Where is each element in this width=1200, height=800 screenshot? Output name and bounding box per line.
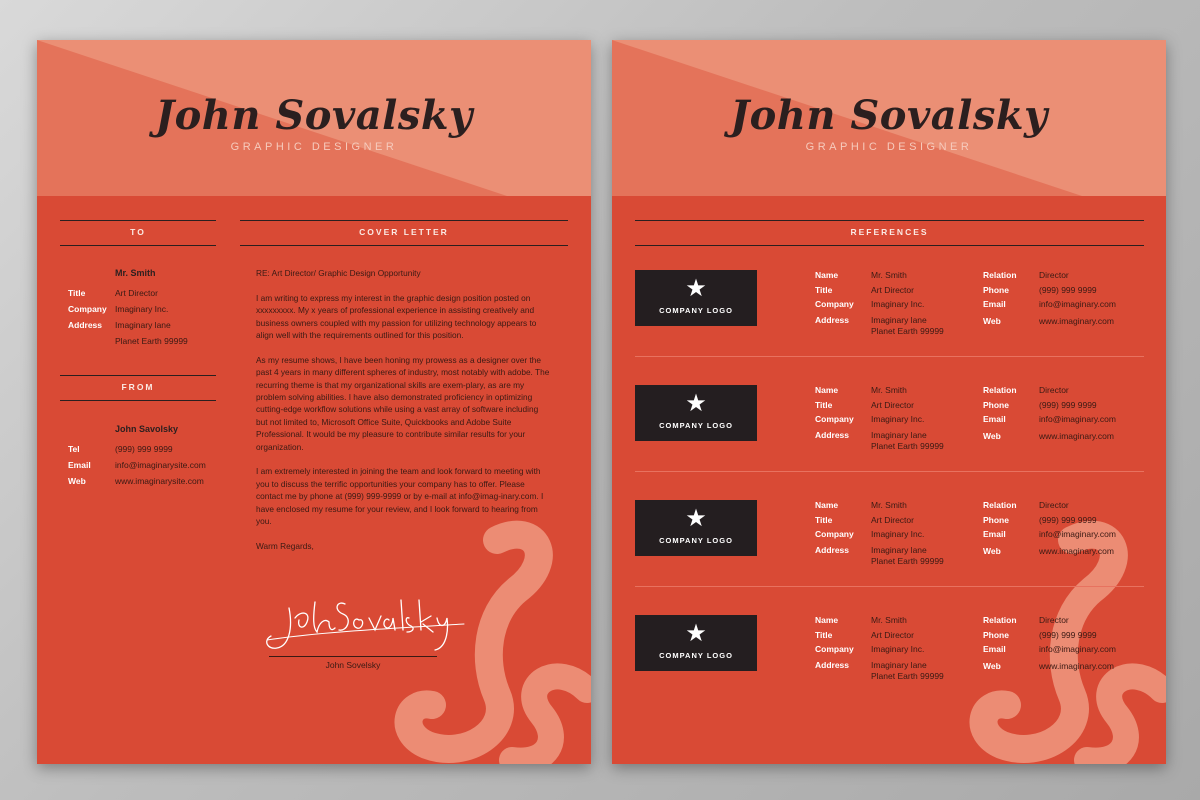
field-label: Address — [815, 659, 850, 670]
field-value: Imaginary Inc. — [871, 299, 925, 310]
field-value: Mr. Smith — [871, 500, 907, 510]
field-label: Relation — [983, 270, 1017, 280]
field-value: Mr. Smith — [871, 615, 907, 625]
company-logo-label: COMPANY LOGO — [659, 651, 733, 660]
reference-entry — [635, 486, 1144, 586]
field-value: info@imaginary.com — [1039, 414, 1116, 425]
field-label: Web — [68, 476, 86, 486]
field-value: Imaginary lane — [871, 659, 927, 670]
field-value: Director — [1039, 500, 1069, 510]
field-label: Email — [983, 644, 1006, 655]
sender-name: John Savolsky — [115, 424, 179, 434]
field-value: (999) 999 9999 — [1039, 514, 1097, 525]
company-logo — [635, 615, 757, 671]
field-value: (999) 999 9999 — [1039, 629, 1097, 640]
letter-paragraph: I am writing to express my interest in the graphic design position posted on xxxxxxxxx. My x years of professional experience in assisting creatively and business owners coupled with my passion for utilizing technology appears to align well with the requirements outlined for this position. — [256, 292, 537, 341]
field-label: Title — [815, 514, 833, 525]
field-label: Address — [815, 429, 850, 440]
field-label: Company — [68, 304, 107, 314]
field-label: Name — [815, 385, 839, 395]
signature-line — [269, 656, 437, 657]
field-label: Email — [983, 299, 1006, 310]
reference-relation — [983, 498, 1116, 558]
field-value: Director — [1039, 615, 1069, 625]
field-value: Director — [1039, 270, 1069, 280]
to-heading: TO — [60, 220, 216, 246]
field-value: www.imaginary.com — [1039, 315, 1114, 326]
applicant-title: GRAPHIC DESIGNER — [230, 141, 398, 153]
company-logo — [635, 270, 757, 326]
star-icon: ★ — [685, 275, 707, 302]
cover-letter-body — [256, 267, 552, 565]
field-value: Imaginary lane — [115, 320, 171, 330]
letter-paragraph: I am extremely interested in joining the team and look forward to meeting with you to discuss the terrific opportunities your company has to offer. Please contact me by phone at (999) 999-9999 or by e-mail at info@imag-inary.com. I have enclosed my resume for your review, and I look forward to hearing from you. — [256, 466, 544, 527]
field-value: Planet Earth 99999 — [871, 441, 944, 452]
field-label: Company — [815, 299, 854, 310]
applicant-title: GRAPHIC DESIGNER — [805, 141, 973, 153]
field-label: Web — [983, 660, 1001, 671]
field-label: Web — [983, 430, 1001, 441]
cover-letter-heading: COVER LETTER — [240, 220, 568, 246]
references-heading: REFERENCES — [635, 220, 1144, 246]
handwritten-signature — [259, 588, 469, 658]
company-logo-label: COMPANY LOGO — [659, 421, 733, 430]
field-value: www.imaginary.com — [1039, 660, 1114, 671]
field-value: (999) 999 9999 — [1039, 399, 1097, 410]
field-label: Web — [983, 545, 1001, 556]
field-value: Imaginary lane — [871, 429, 927, 440]
company-logo-label: COMPANY LOGO — [659, 536, 733, 545]
field-value: Director — [1039, 385, 1069, 395]
field-value: Imaginary Inc. — [871, 529, 925, 540]
reference-contact — [815, 383, 944, 454]
reference-contact — [815, 498, 944, 569]
recipient-name: Mr. Smith — [115, 268, 156, 278]
field-label: Company — [815, 529, 854, 540]
field-label: Email — [68, 460, 91, 470]
company-logo-label: COMPANY LOGO — [659, 306, 733, 315]
field-label: Title — [815, 629, 833, 640]
field-label: Address — [68, 320, 103, 330]
field-value: info@imaginary.com — [1039, 529, 1116, 540]
reference-relation — [983, 383, 1116, 443]
field-value: www.imaginarysite.com — [115, 476, 204, 486]
reference-entry — [635, 256, 1144, 356]
field-label: Relation — [983, 615, 1017, 625]
field-value: Imaginary lane — [871, 314, 927, 325]
field-value: Planet Earth 99999 — [871, 671, 944, 682]
field-value: info@imaginary.com — [1039, 299, 1116, 310]
field-label: Email — [983, 414, 1006, 425]
reference-divider — [635, 471, 1144, 472]
field-label: Web — [983, 315, 1001, 326]
reference-relation — [983, 268, 1116, 328]
reference-divider — [635, 586, 1144, 587]
star-icon: ★ — [685, 505, 707, 532]
reference-entry — [635, 371, 1144, 471]
field-label: Email — [983, 529, 1006, 540]
letter-subject: RE: Art Director/ Graphic Design Opportunity — [256, 268, 421, 278]
field-label: Phone — [983, 284, 1009, 295]
field-label: Relation — [983, 385, 1017, 395]
reference-contact — [815, 613, 944, 684]
cover-letter-page — [37, 40, 591, 764]
field-label: Name — [815, 615, 839, 625]
company-logo — [635, 500, 757, 556]
field-label: Phone — [983, 399, 1009, 410]
sender-details — [68, 441, 206, 489]
field-label: Tel — [68, 444, 80, 454]
field-value: Art Director — [871, 399, 914, 410]
field-value: Art Director — [871, 284, 914, 295]
applicant-name: John Sovalsky — [730, 92, 1048, 139]
field-value: Art Director — [871, 629, 914, 640]
field-value: info@imaginarysite.com — [115, 460, 206, 470]
field-label: Title — [815, 284, 833, 295]
field-value: (999) 999 9999 — [1039, 284, 1097, 295]
field-value: Imaginary lane — [871, 544, 927, 555]
applicant-name: John Sovalsky — [155, 92, 473, 139]
signature-name: John Sovelsky — [325, 660, 381, 670]
field-value: Art Director — [871, 514, 914, 525]
reference-contact — [815, 268, 944, 339]
references-page — [612, 40, 1166, 764]
reference-divider — [635, 356, 1144, 357]
reference-relation — [983, 613, 1116, 673]
field-value: www.imaginary.com — [1039, 430, 1114, 441]
field-value: (999) 999 9999 — [115, 444, 173, 454]
company-logo — [635, 385, 757, 441]
field-label: Title — [815, 399, 833, 410]
field-value: Art Director — [115, 288, 158, 298]
field-label: Title — [68, 288, 86, 298]
field-value: www.imaginary.com — [1039, 545, 1114, 556]
field-label: Name — [815, 500, 839, 510]
field-label: Address — [815, 314, 850, 325]
field-value: Imaginary Inc. — [871, 414, 925, 425]
field-value: Imaginary Inc. — [871, 644, 925, 655]
field-label: Name — [815, 270, 839, 280]
field-value: info@imaginary.com — [1039, 644, 1116, 655]
field-label: Company — [815, 644, 854, 655]
field-value: Mr. Smith — [871, 270, 907, 280]
recipient-details — [68, 285, 188, 349]
field-label: Phone — [983, 629, 1009, 640]
field-value: Planet Earth 99999 — [115, 336, 188, 346]
letter-paragraph: As my resume shows, I have been honing my prowess as a designer over the past 4 years in many different spheres of industry, most notably with adobe. The recurring theme is that my organizational skills are exem-plary, as are my problem solving abilities. I have also demonstrated proficiency in optimizing cutting-edge workflow solutions while using a vast array of software including but not limited to, Microsoft Office Suite, Quickbooks and Adobe Suite Professional. It would be my pleasure to contribute similar results for your organization. — [256, 354, 550, 452]
field-label: Company — [815, 414, 854, 425]
field-label: Address — [815, 544, 850, 555]
from-heading: FROM — [60, 375, 216, 401]
reference-entry — [635, 601, 1144, 701]
field-label: Relation — [983, 500, 1017, 510]
field-value: Planet Earth 99999 — [871, 326, 944, 337]
letter-closing: Warm Regards, — [256, 540, 314, 551]
field-value: Planet Earth 99999 — [871, 556, 944, 567]
star-icon: ★ — [685, 620, 707, 647]
field-value: Mr. Smith — [871, 385, 907, 395]
field-value: Imaginary Inc. — [115, 304, 169, 314]
star-icon: ★ — [685, 390, 707, 417]
field-label: Phone — [983, 514, 1009, 525]
